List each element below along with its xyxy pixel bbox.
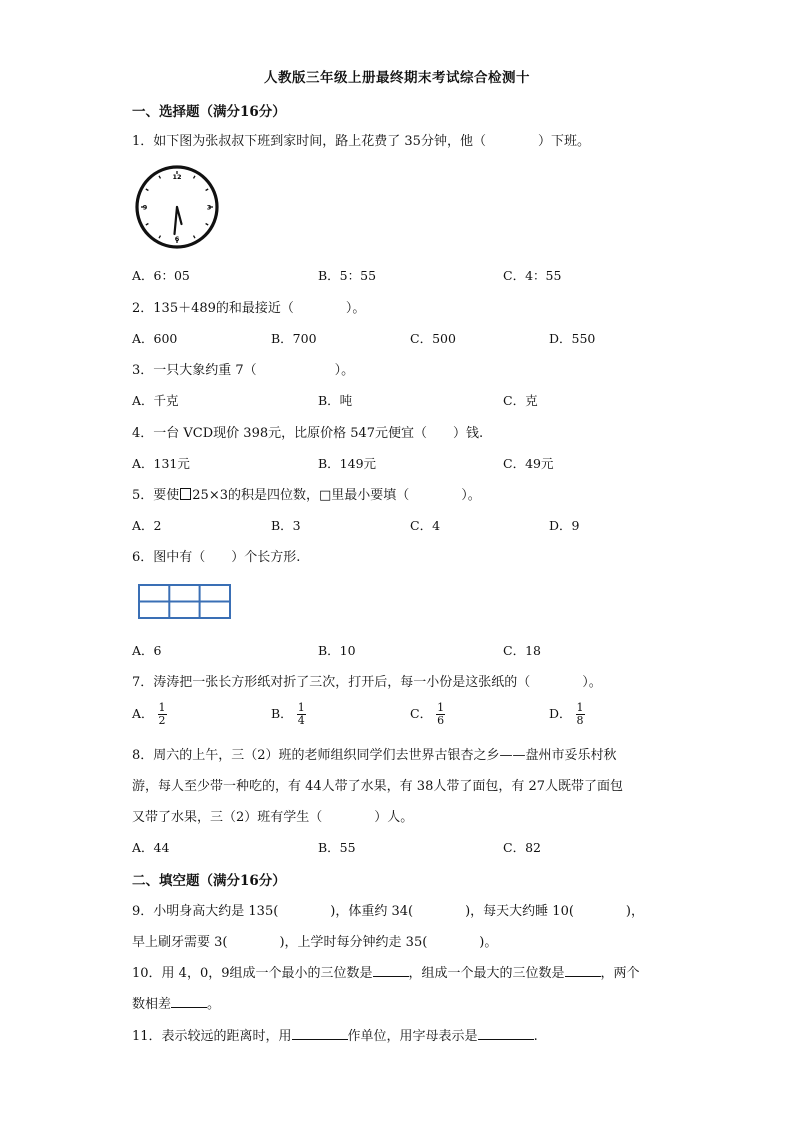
q5-option-a: A．2 bbox=[132, 518, 162, 533]
question-9-line-1: 9．小明身高大约是 135( )，体重约 34( )，每天大约睡 10( )， bbox=[132, 904, 644, 919]
q11-text-2: 作单位，用字母表示是 bbox=[347, 1029, 478, 1044]
fraction bbox=[158, 702, 167, 727]
q4-option-a: A．131元 bbox=[132, 456, 190, 471]
clock-numeral-3: 3 bbox=[206, 203, 212, 212]
answer-blank bbox=[292, 1026, 348, 1040]
q4-option-b: B．149元 bbox=[318, 456, 377, 471]
q7-option-c bbox=[410, 702, 445, 727]
q1-option-b: B．5：55 bbox=[318, 268, 377, 283]
q10-text-2: ，组成一个最大的三位数是 bbox=[408, 966, 565, 981]
section-choice-heading: 一、选择题（满分16分） bbox=[132, 104, 286, 120]
q4-option-c: C．49元 bbox=[503, 456, 554, 471]
q10-text-5: 。 bbox=[207, 997, 221, 1012]
q2-option-d: D．550 bbox=[549, 331, 596, 346]
q6-option-c: C．18 bbox=[503, 643, 541, 658]
denominator: 4 bbox=[297, 714, 305, 727]
answer-blank bbox=[565, 963, 601, 977]
q3-option-b: B．吨 bbox=[318, 393, 353, 408]
empty-box bbox=[180, 488, 191, 500]
q6-option-a: A．6 bbox=[132, 643, 162, 658]
q7-option-a bbox=[132, 702, 167, 727]
q3-option-c: C．克 bbox=[503, 393, 538, 408]
q10-text-4: 数相差 bbox=[132, 997, 172, 1012]
q5-text-end: 25×3的积是四位数，□里最小要填（ ）。 bbox=[192, 488, 481, 503]
q7-option-a-label: A． bbox=[132, 706, 154, 721]
clock-figure bbox=[134, 164, 220, 250]
page-title: 人教版三年级上册最终期末考试综合检测十 bbox=[264, 70, 530, 86]
question-8-line-1: 8．周六的上午，三（2）班的老师组织同学们去世界古银杏之乡——盘州市妥乐村秋 bbox=[132, 748, 617, 763]
section-fill-heading: 二、填空题（满分16分） bbox=[132, 873, 286, 889]
question-2: 2．135＋489的和最接近（ ）。 bbox=[132, 301, 366, 316]
q7-option-d bbox=[549, 702, 585, 727]
fraction bbox=[576, 702, 585, 727]
question-9-line-2: 早上刷牙需要 3( )，上学时每分钟约走 35( )。 bbox=[132, 935, 498, 950]
q6-option-b: B．10 bbox=[318, 643, 356, 658]
q10-text-3: ，两个 bbox=[600, 966, 640, 981]
q1-option-c: C．4：55 bbox=[503, 268, 562, 283]
q2-option-a: A．600 bbox=[132, 331, 178, 346]
rectangle-grid-figure bbox=[138, 584, 232, 620]
q2-option-c: C．500 bbox=[410, 331, 456, 346]
q7-option-b bbox=[271, 702, 306, 727]
question-8-line-2: 游，每人至少带一种吃的，有 44人带了水果，有 38人带了面包，有 27人既带了面包 bbox=[132, 779, 624, 794]
denominator: 2 bbox=[158, 714, 166, 727]
numerator: 1 bbox=[437, 701, 445, 714]
clock-minute-hand bbox=[175, 207, 178, 234]
question-10-line-1 bbox=[132, 962, 640, 981]
fraction bbox=[297, 702, 306, 727]
q8-option-a: A．44 bbox=[132, 840, 170, 855]
numerator: 1 bbox=[576, 701, 584, 714]
question-10-line-2 bbox=[132, 993, 220, 1012]
question-3: 3．一只大象约重 7（ ）。 bbox=[132, 363, 355, 378]
denominator: 8 bbox=[576, 714, 584, 727]
clock-numeral-9: 9 bbox=[142, 203, 148, 212]
numerator: 1 bbox=[158, 701, 166, 714]
q5-option-c: C．4 bbox=[410, 518, 441, 533]
q7-option-c-label: C． bbox=[410, 706, 433, 721]
q5-option-b: B．3 bbox=[271, 518, 301, 533]
answer-blank bbox=[478, 1026, 534, 1040]
q11-text-1: 11．表示较远的距离时，用 bbox=[132, 1029, 292, 1044]
q8-option-b: B．55 bbox=[318, 840, 356, 855]
question-8-line-3: 又带了水果，三（2）班有学生（ ）人。 bbox=[132, 810, 414, 825]
q10-text-1: 10．用 4，0，9组成一个最小的三位数是 bbox=[132, 966, 373, 981]
question-4: 4．一台 VCD现价 398元，比原价格 547元便宜（ ）钱. bbox=[132, 426, 484, 441]
question-11 bbox=[132, 1025, 538, 1044]
question-1: 1．如下图为张叔叔下班到家时间，路上花费了 35分钟，他（ ）下班。 bbox=[132, 134, 590, 149]
q11-text-3: . bbox=[533, 1029, 538, 1044]
q1-option-a: A．6：05 bbox=[132, 268, 190, 283]
fraction bbox=[436, 702, 445, 727]
question-7: 7．涛涛把一张长方形纸对折了三次，打开后，每一小份是这张纸的（ ）。 bbox=[132, 675, 602, 690]
answer-blank bbox=[171, 994, 207, 1008]
denominator: 6 bbox=[437, 714, 445, 727]
clock-numeral-12: 12 bbox=[172, 173, 182, 181]
question-6: 6．图中有（ ）个长方形. bbox=[132, 550, 301, 565]
q5-option-d: D．9 bbox=[549, 518, 580, 533]
q8-option-c: C．82 bbox=[503, 840, 541, 855]
q3-option-a: A．千克 bbox=[132, 393, 179, 408]
answer-blank bbox=[373, 963, 409, 977]
q7-option-b-label: B． bbox=[271, 706, 293, 721]
q2-option-b: B．700 bbox=[271, 331, 317, 346]
clock-numeral-6: 6 bbox=[174, 235, 180, 243]
q5-text-start: 5．要使 bbox=[132, 488, 180, 503]
question-5 bbox=[132, 484, 481, 503]
numerator: 1 bbox=[297, 701, 305, 714]
clock-hour-hand bbox=[177, 207, 182, 224]
q7-option-d-label: D． bbox=[549, 706, 572, 721]
